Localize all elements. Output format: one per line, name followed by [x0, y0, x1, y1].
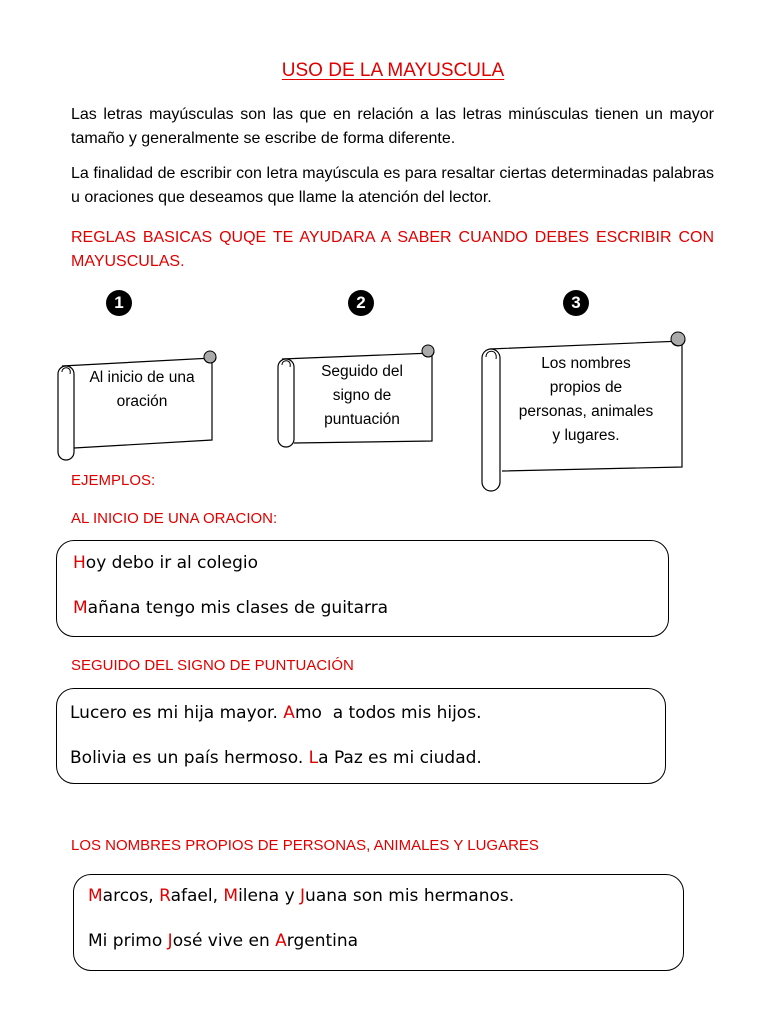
- scroll-1-line: oración: [116, 393, 168, 410]
- example-text: Bolivia es un país hermoso.: [70, 748, 309, 768]
- example-line: [73, 598, 388, 618]
- page-title: USO DE LA MAYUSCULA: [281, 60, 505, 81]
- example-text: uana son mis hermanos.: [305, 886, 515, 906]
- scroll-2-text: [292, 360, 432, 432]
- number-2-badge: 2: [348, 290, 374, 316]
- highlighted-capital: M: [88, 886, 103, 906]
- section-1-label: AL INICIO DE UNA ORACION:: [71, 510, 278, 527]
- example-text: mo a todos mis hijos.: [294, 703, 482, 723]
- intro-paragraph-1: Las letras mayúsculas son las que en relación a las letras minúsculas tienen un mayor tamaño y generalmente se escribe de forma diferente.: [71, 106, 714, 147]
- scroll-2-line: signo de: [332, 387, 392, 404]
- highlighted-capital: J: [167, 931, 173, 951]
- section-2-label: SEGUIDO DEL SIGNO DE PUNTUACIÓN: [71, 657, 354, 674]
- example-text: a Paz es mi ciudad.: [318, 748, 482, 768]
- scroll-1-text: [70, 366, 214, 414]
- section-3-label: LOS NOMBRES PROPIOS DE PERSONAS, ANIMALES Y LUGARES: [71, 837, 539, 854]
- example-text: arcos,: [102, 886, 160, 906]
- scroll-2-line: puntuación: [324, 411, 400, 428]
- example-box-3: [73, 874, 684, 971]
- highlighted-capital: H: [73, 553, 86, 573]
- scroll-3-text: [500, 352, 672, 448]
- intro-paragraph-2: La finalidad de escribir con letra mayúscula es para resaltar ciertas determinadas palabras u oraciones que deseamos que llame la atención del lector.: [71, 165, 714, 206]
- number-1-badge: 1: [106, 290, 132, 316]
- example-line: [88, 886, 514, 906]
- scroll-3-line: personas, animales: [518, 403, 654, 420]
- example-line: [70, 748, 482, 768]
- example-text: rgentina: [286, 931, 359, 951]
- example-text: Mi primo: [88, 931, 168, 951]
- number-3-badge: 3: [563, 290, 589, 316]
- scroll-3-line: propios de: [549, 379, 623, 396]
- example-line: [70, 703, 481, 723]
- example-box-2: [56, 688, 666, 784]
- highlighted-capital: M: [73, 598, 88, 618]
- example-line: [88, 931, 358, 951]
- example-text: añana tengo mis clases de guitarra: [87, 598, 389, 618]
- example-text: oy debo ir al colegio: [85, 553, 259, 573]
- example-box-1: [56, 540, 669, 637]
- scroll-3-line: Los nombres: [541, 355, 631, 372]
- highlighted-capital: R: [159, 886, 171, 906]
- highlighted-capital: J: [300, 886, 306, 906]
- example-text: Lucero es mi hija mayor.: [70, 703, 284, 723]
- scroll-3-line: y lugares.: [552, 427, 620, 444]
- example-line: [73, 553, 258, 573]
- example-text: ilena y: [238, 886, 301, 906]
- highlighted-capital: A: [275, 931, 287, 951]
- highlighted-capital: M: [223, 886, 239, 906]
- highlighted-capital: A: [283, 703, 295, 723]
- highlighted-capital: L: [308, 748, 319, 768]
- examples-heading: EJEMPLOS:: [71, 472, 156, 489]
- example-text: afael,: [170, 886, 224, 906]
- example-text: osé vive en: [172, 931, 276, 951]
- scroll-2-line: Seguido del: [321, 363, 403, 380]
- scroll-1-line: Al inicio de una: [89, 369, 195, 386]
- rules-heading: REGLAS BASICAS QUQE TE AYUDARA A SABER CUANDO DEBES ESCRIBIR CON MAYUSCULAS.: [71, 229, 714, 270]
